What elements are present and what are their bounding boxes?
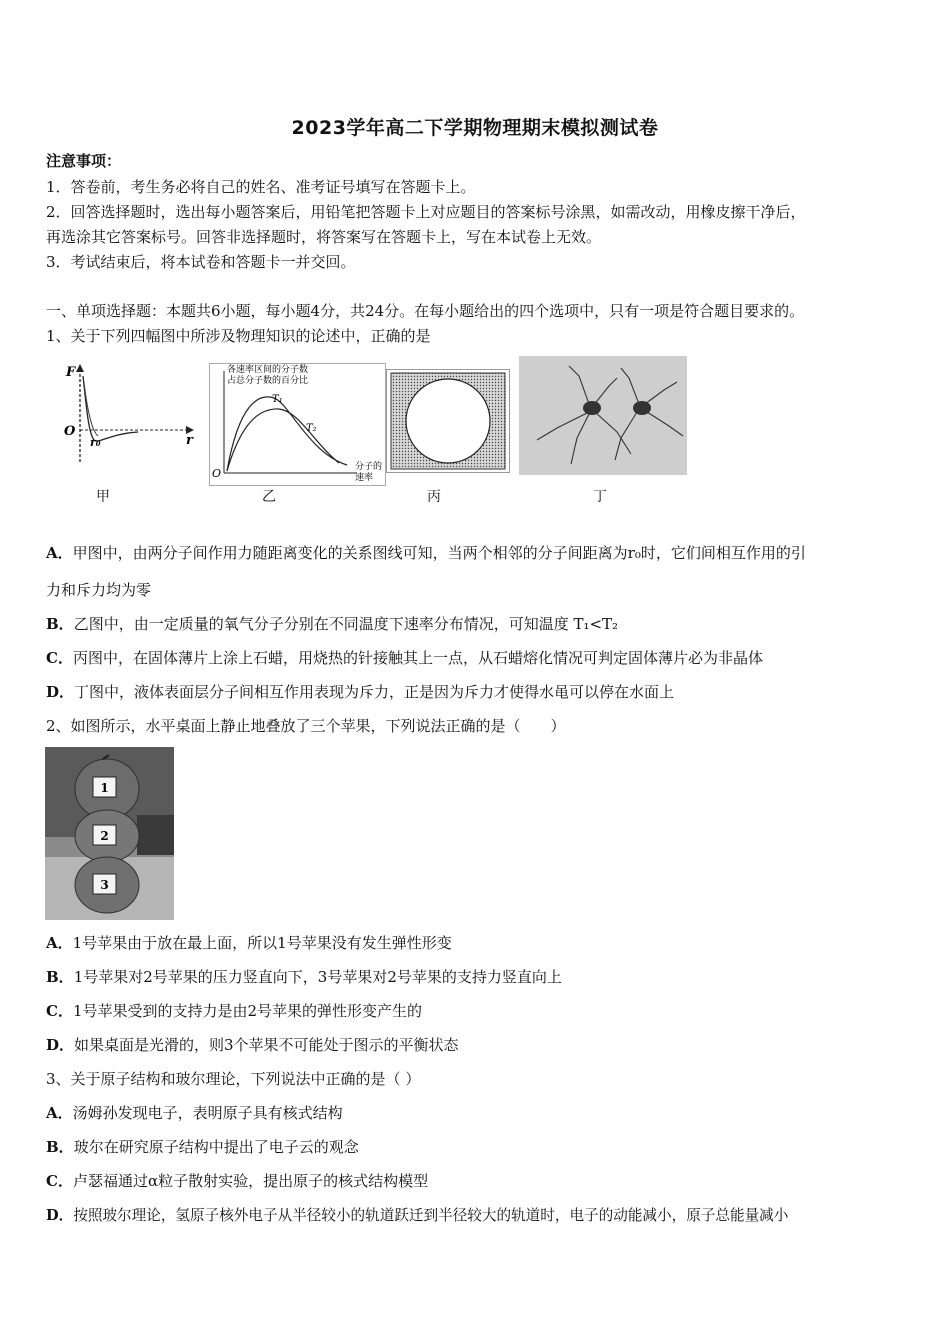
figure-jia-force-graph [58, 362, 198, 472]
yi-xlabel-line1: 分子的 [355, 462, 383, 472]
yi-origin-label: O [212, 467, 222, 480]
figure-stacked-apples [45, 747, 174, 920]
question-3-stem: 3、关于原子结构和玻尔理论，下列说法中正确的是（ ） [46, 1070, 421, 1088]
question-2-stem: 2、如图所示，水平桌面上静止地叠放了三个苹果，下列说法正确的是（ ） [46, 717, 566, 735]
option-label: B． [46, 615, 74, 633]
question-1-stem: 1、关于下列四幅图中所涉及物理知识的论述中，正确的是 [46, 327, 431, 345]
jia-x-axis-label: r [186, 433, 193, 448]
yi-curve-t2-label: T₂ [306, 423, 317, 434]
option-label: B． [46, 968, 74, 986]
q3-option-b[interactable] [46, 1137, 359, 1157]
jia-y-axis-label: F [66, 365, 76, 380]
q3-option-a[interactable] [46, 1103, 343, 1123]
q1-option-d[interactable] [46, 682, 674, 702]
option-label: D． [46, 1207, 74, 1224]
option-text: 1号苹果对2号苹果的压力竖直向下，3号苹果对2号苹果的支持力竖直向上 [73, 968, 562, 986]
figure-caption-jia: 甲 [96, 489, 110, 505]
option-label: B． [46, 1138, 74, 1156]
figure-bing-wax-melting [386, 369, 510, 473]
yi-ylabel-line2: 占总分子数的百分比 [227, 376, 309, 386]
figure-yi-speed-distribution [209, 363, 386, 486]
option-label: A． [46, 934, 73, 952]
notice-heading: 注意事项： [46, 152, 122, 170]
option-text: 按照玻尔理论，氢原子核外电子从半径较小的轨道跃迁到半径较大的轨道时，电子的动能减小，原子总能量减小 [73, 1207, 789, 1224]
yi-xlabel-line2: 速率 [355, 473, 374, 483]
option-text: 力和斥力均为零 [46, 581, 152, 599]
figure-caption-bing: 丙 [427, 489, 441, 505]
yi-ylabel-line1: 各速率区间的分子数 [227, 365, 309, 375]
option-text: 丙图中，在固体薄片上涂上石蜡，用烧热的针接触其上一点，从石蜡熔化情况可判定固体薄片必为非晶体 [72, 649, 763, 667]
option-label: C． [46, 1172, 73, 1190]
q2-option-c[interactable] [46, 1001, 422, 1021]
q1-option-c[interactable] [46, 648, 763, 668]
q1-option-b[interactable] [46, 614, 618, 634]
jia-r0-label: r₀ [90, 436, 101, 449]
option-label: C． [46, 1002, 73, 1020]
notice-item: 再选涂其它答案标号。回答非选择题时，将答案写在答题卡上，写在本试卷上无效。 [46, 228, 602, 246]
q1-option-a-continued [46, 580, 151, 600]
option-text: 甲图中，由两分子间作用力随距离变化的关系图线可知，当两个相邻的分子间距离为r₀时，它们间相互作用的引 [72, 544, 806, 562]
q3-option-c[interactable] [46, 1171, 428, 1191]
option-text: 乙图中，由一定质量的氧气分子分别在不同温度下速率分布情况，可知温度 T₁<T₂ [73, 615, 619, 633]
figure-caption-ding: 丁 [593, 489, 607, 505]
q1-option-a[interactable] [46, 543, 806, 563]
section-heading: 一、单项选择题：本题共6小题，每小题4分，共24分。在每小题给出的四个选项中，只有一项是符合题目要求的。 [46, 302, 805, 320]
q2-option-b[interactable] [46, 967, 562, 987]
figure-ding-water-strider [519, 356, 687, 475]
option-text: 1号苹果受到的支持力是由2号苹果的弹性形变产生的 [72, 1002, 423, 1020]
q2-option-d[interactable] [46, 1035, 459, 1055]
notice-item: 2．回答选择题时，选出每小题答案后，用铅笔把答题卡上对应题目的答案标号涂黑，如需改动，用橡皮擦干净后， [46, 203, 806, 221]
jia-origin-label: O [64, 424, 76, 439]
option-text: 如果桌面是光滑的，则3个苹果不可能处于图示的平衡状态 [74, 1036, 459, 1054]
option-text: 丁图中，液体表面层分子间相互作用表现为斥力，正是因为斥力才使得水黾可以停在水面上 [74, 683, 675, 701]
q2-option-a[interactable] [46, 933, 452, 953]
page-title: 2023学年高二下学期物理期末模拟测试卷 [291, 117, 659, 139]
option-label: D． [46, 1036, 75, 1054]
option-text: 汤姆孙发现电子，表明原子具有核式结构 [72, 1104, 343, 1122]
option-label: A． [46, 1104, 73, 1122]
option-text: 1号苹果由于放在最上面，所以1号苹果没有发生弹性形变 [72, 934, 452, 952]
q3-option-d[interactable] [46, 1206, 788, 1226]
yi-curve-t1-label: T₁ [272, 394, 283, 405]
option-text: 卢瑟福通过α粒子散射实验，提出原子的核式结构模型 [72, 1172, 429, 1190]
option-label: C． [46, 649, 73, 667]
apple-3-label: 3 [100, 878, 109, 892]
figure-caption-yi: 乙 [262, 489, 276, 505]
notice-item: 1．答卷前，考生务必将自己的姓名、准考证号填写在答题卡上。 [46, 178, 476, 196]
notice-item: 3．考试结束后，将本试卷和答题卡一并交回。 [46, 253, 356, 271]
option-label: D． [46, 683, 75, 701]
apple-2-label: 2 [100, 829, 109, 843]
apple-1-label: 1 [100, 781, 109, 795]
option-text: 玻尔在研究原子结构中提出了电子云的观念 [73, 1138, 359, 1156]
option-label: A． [46, 544, 73, 562]
